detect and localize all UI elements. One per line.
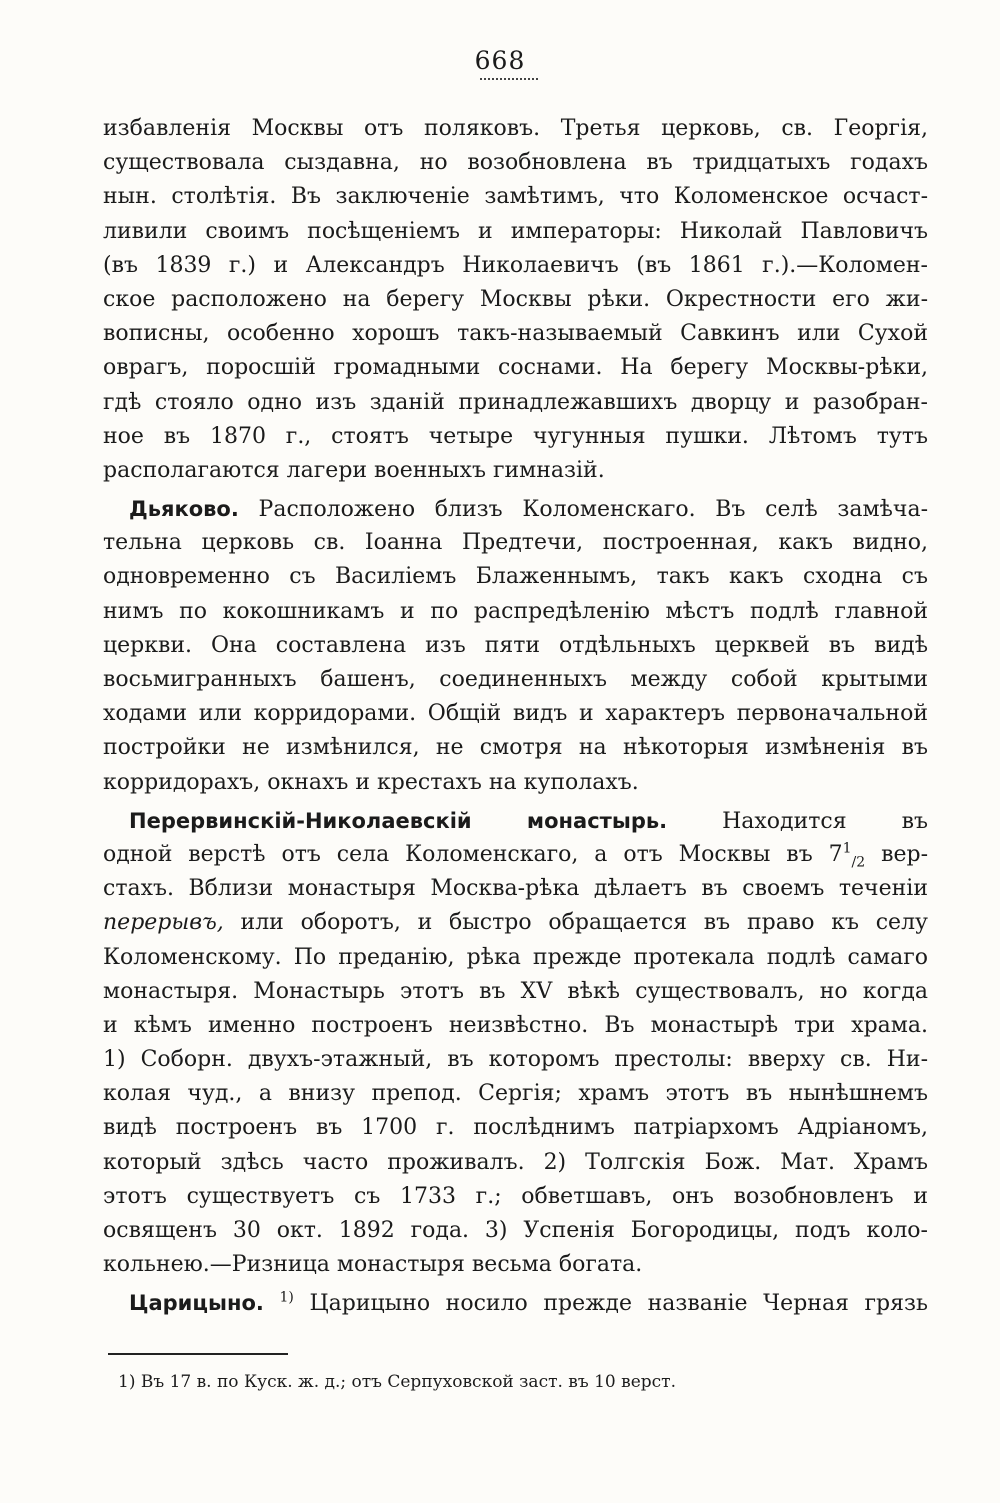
text-line: освященъ 30 окт. 1892 года. 3) Успенія Богородицы, подъ коло- [103,1218,928,1243]
text-run: Расположено близъ Коломенскаго. Въ селѣ замѣча- [238,497,928,523]
italic-term: перерывъ, [103,910,224,936]
section-heading-tsaritsyno: Царицыно. [129,1291,264,1316]
text-line: стахъ. Вблизи монастыря Москва-рѣка дѣлаетъ въ своемъ теченіи [103,876,928,902]
text-line: гдѣ стояло одно изъ зданій принадлежавшихъ дворцу и разобран- [103,389,928,415]
text-run: вер- [865,841,928,867]
text-line: вописны, особенно хорошъ такъ-называемый Савкинъ или Сухой [103,321,928,347]
text-run: Царицыно носило прежде названіе Черная грязь [293,1291,928,1317]
text-line: располагаются лагери военныхъ гимназій. [103,457,605,483]
text-line: существовала сыздавна, но возобновлена въ тридцатыхъ годахъ [103,150,928,176]
footnote-marker: 1) [279,1290,294,1307]
text-line [103,838,928,872]
text-line: 1) Соборн. двухъ-этажный, въ которомъ престолы: вверху св. Ни- [103,1047,928,1073]
text-line [103,492,928,526]
text-line: Коломенскому. По преданію, рѣка прежде протекала подлѣ самаго [103,944,928,970]
paragraph-tsaritsyno [103,1286,928,1320]
page-number-underline [480,78,538,80]
text-line: и кѣмъ именно построенъ неизвѣстно. Въ монастырѣ три храма. [103,1012,928,1038]
text-line: восьмигранныхъ башенъ, соединенныхъ между собой крытыми [103,667,928,692]
text-line: избавленія Москвы отъ поляковъ. Третья церковь, св. Георгія, [103,116,928,141]
text-line: постройки не измѣнился, не смотря на нѣкоторыя измѣненія въ [103,735,928,761]
text-line [103,906,928,940]
text-line: ходами или корридорами. Общій видъ и характеръ первоначальной [103,701,928,727]
paragraph-perervinsky [103,804,928,1283]
footnote: 1) Въ 17 в. по Куск. ж. д.; отъ Серпуховской заст. въ 10 верст. [118,1372,676,1392]
page-number: 668 [474,46,526,75]
text-line: колая чуд., а внизу препод. Сергія; храмъ этотъ въ нынѣшнемъ [103,1081,928,1107]
text-line: кольнею.—Ризница монастыря весьма богата. [103,1252,643,1278]
footnote-divider [108,1353,288,1355]
text-line: видѣ построенъ въ 1700 г. послѣднимъ патріархомъ Адріаномъ, [103,1115,928,1141]
section-heading-diakovo: Дьяково. [129,497,239,522]
text-line: одновременно съ Василіемъ Блаженнымъ, такъ какъ сходна съ [103,564,928,590]
text-line: оврагъ, поросшій громадными соснами. На берегу Москвы-рѣки, [103,355,928,381]
text-line: тельна церковь св. Іоанна Предтечи, построенная, какъ видно, [103,530,928,556]
text-line: ное въ 1870 г., стоятъ четыре чугунныя пушки. Лѣтомъ тутъ [103,423,928,449]
text-line: нимъ по кокошникамъ и по распредѣленію мѣстъ подлѣ главной [103,598,928,624]
text-run: или оборотъ, и быстро обращается въ право къ селу [223,910,928,936]
text-line: ское расположено на берегу Москвы рѣки. Окрестности его жи- [103,286,928,312]
text-run: одной верстѣ отъ села Коломенскаго, а отъ Москвы въ 7 [103,841,843,867]
paragraph-kolomenskoe [103,112,928,488]
paragraph-diakovo [103,492,928,800]
section-heading-perervinsky: Перервинскій-Николаевскій монастырь. [129,808,668,833]
fraction-denominator: /2 [851,854,866,871]
text-line: (въ 1839 г.) и Александръ Николаевичъ (въ 1861 г.).—Коломен- [103,252,928,278]
text-line [103,804,928,838]
text-line: корридорахъ, окнахъ и крестахъ на куполахъ. [103,769,639,795]
text-line: нын. столѣтія. Въ заключеніе замѣтимъ, что Коломенское осчаст- [103,184,928,210]
text-line: который здѣсь часто проживалъ. 2) Толгскія Бож. Мат. Храмъ [103,1149,928,1175]
text-run: Находится въ [667,808,928,834]
text-line: монастыря. Монастырь этотъ въ XV вѣкѣ существовалъ, но когда [103,978,928,1004]
text-line: церкви. Она составлена изъ пяти отдѣльныхъ церквей въ видѣ [103,632,928,658]
text-line [103,1286,928,1320]
text-line: ливили своимъ посѣщеніемъ и императоры: Николай Павловичъ [103,218,928,244]
text-line: этотъ существуетъ съ 1733 г.; обветшавъ, онъ возобновленъ и [103,1183,928,1209]
fraction-numerator: 1 [842,840,852,857]
body-text [103,112,928,1321]
